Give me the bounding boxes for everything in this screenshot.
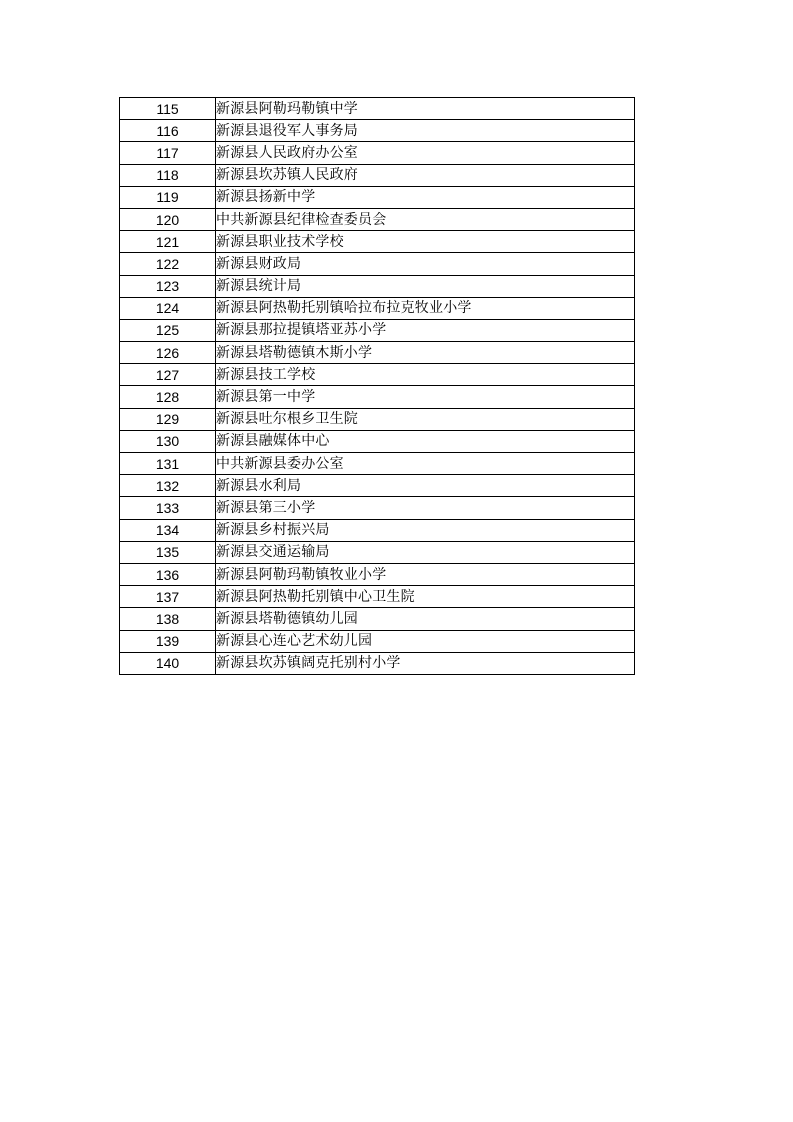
table-row <box>120 142 635 164</box>
table-row <box>120 630 635 652</box>
table-row <box>120 652 635 674</box>
row-number: 130 <box>120 430 216 452</box>
row-number: 137 <box>120 586 216 608</box>
row-number: 124 <box>120 297 216 319</box>
row-number: 131 <box>120 453 216 475</box>
table-row <box>120 231 635 253</box>
table-row <box>120 275 635 297</box>
organization-name: 新源县塔勒德镇木斯小学 <box>216 342 635 364</box>
table-row <box>120 608 635 630</box>
table-row <box>120 497 635 519</box>
organization-name: 新源县乡村振兴局 <box>216 519 635 541</box>
table-row <box>120 519 635 541</box>
table-row <box>120 586 635 608</box>
row-number: 122 <box>120 253 216 275</box>
table-row <box>120 342 635 364</box>
organization-name: 新源县财政局 <box>216 253 635 275</box>
organization-name: 新源县技工学校 <box>216 364 635 386</box>
organization-name: 新源县坎苏镇人民政府 <box>216 164 635 186</box>
organization-name: 新源县退役军人事务局 <box>216 120 635 142</box>
row-number: 140 <box>120 652 216 674</box>
organization-name: 新源县职业技术学校 <box>216 231 635 253</box>
table-row <box>120 541 635 563</box>
row-number: 120 <box>120 208 216 230</box>
organization-table <box>119 97 635 675</box>
table-row <box>120 164 635 186</box>
table-row <box>120 408 635 430</box>
table-row <box>120 319 635 341</box>
row-number: 138 <box>120 608 216 630</box>
table-row <box>120 430 635 452</box>
row-number: 133 <box>120 497 216 519</box>
organization-name: 新源县阿热勒托别镇中心卫生院 <box>216 586 635 608</box>
row-number: 136 <box>120 563 216 585</box>
row-number: 132 <box>120 475 216 497</box>
table-row <box>120 120 635 142</box>
row-number: 139 <box>120 630 216 652</box>
row-number: 116 <box>120 120 216 142</box>
row-number: 117 <box>120 142 216 164</box>
table-row <box>120 208 635 230</box>
organization-name: 新源县统计局 <box>216 275 635 297</box>
organization-name: 新源县阿勒玛勒镇中学 <box>216 98 635 120</box>
organization-name: 新源县融媒体中心 <box>216 430 635 452</box>
organization-name: 新源县塔勒德镇幼儿园 <box>216 608 635 630</box>
organization-name: 新源县坎苏镇阔克托别村小学 <box>216 652 635 674</box>
table-row <box>120 186 635 208</box>
table-row <box>120 98 635 120</box>
organization-name: 新源县心连心艺术幼儿园 <box>216 630 635 652</box>
row-number: 127 <box>120 364 216 386</box>
table-row <box>120 297 635 319</box>
row-number: 129 <box>120 408 216 430</box>
row-number: 126 <box>120 342 216 364</box>
organization-name: 新源县吐尔根乡卫生院 <box>216 408 635 430</box>
organization-name: 新源县人民政府办公室 <box>216 142 635 164</box>
row-number: 119 <box>120 186 216 208</box>
table-row <box>120 386 635 408</box>
row-number: 118 <box>120 164 216 186</box>
row-number: 125 <box>120 319 216 341</box>
organization-name: 中共新源县委办公室 <box>216 453 635 475</box>
row-number: 134 <box>120 519 216 541</box>
organization-name: 新源县阿勒玛勒镇牧业小学 <box>216 563 635 585</box>
table-row <box>120 364 635 386</box>
organization-name: 新源县扬新中学 <box>216 186 635 208</box>
organization-name: 新源县那拉提镇塔亚苏小学 <box>216 319 635 341</box>
row-number: 123 <box>120 275 216 297</box>
organization-name: 新源县第一中学 <box>216 386 635 408</box>
organization-name: 新源县水利局 <box>216 475 635 497</box>
table-body <box>120 98 635 675</box>
organization-name: 中共新源县纪律检查委员会 <box>216 208 635 230</box>
row-number: 128 <box>120 386 216 408</box>
table-row <box>120 453 635 475</box>
organization-name: 新源县交通运输局 <box>216 541 635 563</box>
organization-name: 新源县第三小学 <box>216 497 635 519</box>
table-row <box>120 563 635 585</box>
row-number: 121 <box>120 231 216 253</box>
organization-name: 新源县阿热勒托别镇哈拉布拉克牧业小学 <box>216 297 635 319</box>
table-row <box>120 475 635 497</box>
table-row <box>120 253 635 275</box>
row-number: 115 <box>120 98 216 120</box>
row-number: 135 <box>120 541 216 563</box>
